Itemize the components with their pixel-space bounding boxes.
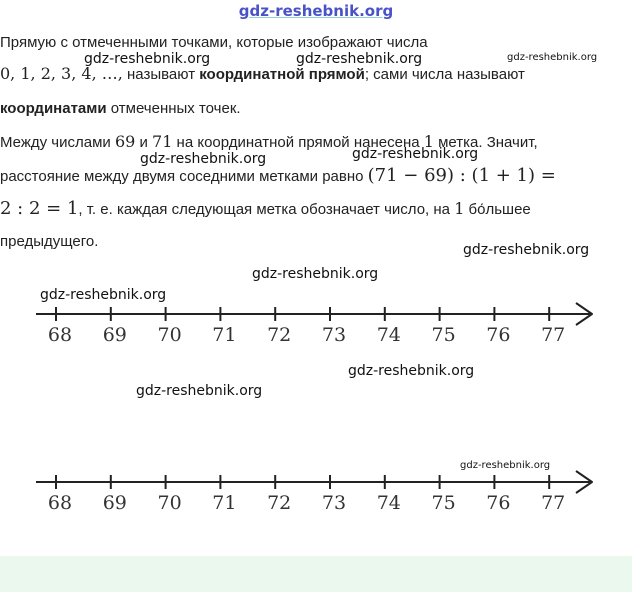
tick-label: 72 [267,324,292,346]
site-link[interactable]: gdz-reshebnik.org [238,2,394,20]
tick-label: 76 [486,324,511,346]
paragraph-2-line-2 [0,166,556,187]
paragraph-1-line-3 [0,99,241,119]
watermark: gdz-reshebnik.org [84,51,211,67]
tick-label: 76 [486,492,511,514]
watermark: gdz-reshebnik.org [252,266,379,282]
number-71: 71 [152,132,173,151]
watermark: gdz-reshebnik.org [140,151,267,167]
tick-label: 77 [541,324,566,346]
footer-band [0,556,632,592]
watermark: gdz-reshebnik.org [296,51,423,67]
tick-label: 73 [321,324,347,346]
text-fragment: , т. е. каждая следующая метка обозначает число, на [78,201,455,218]
tick-label: 72 [267,492,292,514]
number-1: 1 [423,132,434,151]
text-fragment: бо́льшее [464,201,531,218]
formula-result: 2 : 2 = 1 [0,198,79,219]
tick-label: 70 [157,492,182,514]
watermark: gdz-reshebnik.org [463,242,590,258]
number-69: 69 [114,132,136,151]
paragraph-2-line-3 [0,199,531,220]
watermark: gdz-reshebnik.org [348,363,475,379]
number-1: 1 [454,199,465,218]
watermark: gdz-reshebnik.org [507,52,598,63]
text-fragment: называют [122,66,200,83]
tick-label: 77 [541,492,566,514]
tick-label: 75 [431,492,456,514]
watermark: gdz-reshebnik.org [136,383,263,399]
text-fragment: и [135,134,153,151]
text-fragment: ; сами числа называют [364,66,525,83]
tick-label: 68 [47,324,73,346]
tick-label: 74 [376,492,401,514]
paragraph-1-line-2 [0,64,525,85]
tick-label: 68 [47,492,73,514]
paragraph-2-line-4: предыдущего. [0,233,99,250]
tick-label: 69 [102,492,127,514]
tick-label: 74 [376,324,401,346]
paragraph-1-line-1: Прямую с отмеченными точками, которые изображают числа [0,34,428,51]
tick-label: 73 [321,492,347,514]
coordinate-line-2 [0,464,632,520]
watermark: gdz-reshebnik.org [352,146,479,162]
term-coordinates: координатами [0,100,107,117]
watermark: gdz-reshebnik.org [40,287,167,303]
text-fragment: отмеченных точек. [106,100,241,117]
term-coordinate-line: координатной прямой [199,66,365,83]
tick-label: 71 [212,492,237,514]
coordinate-line-1 [0,296,632,352]
text-fragment: Между числами [0,134,115,151]
tick-label: 71 [212,324,237,346]
formula: (71 − 69) : (1 + 1) = [367,165,556,186]
watermark: gdz-reshebnik.org [460,460,551,471]
text-fragment: на координатной прямой нанесена [172,134,424,151]
text-fragment: метка. Значит, [433,134,538,151]
tick-label: 69 [102,324,127,346]
tick-label: 75 [431,324,456,346]
tick-label: 70 [157,324,182,346]
text-fragment: расстояние между двумя соседними метками равно [0,168,368,185]
numbers-sequence: 0, 1, 2, 3, 4, …, [0,64,123,83]
